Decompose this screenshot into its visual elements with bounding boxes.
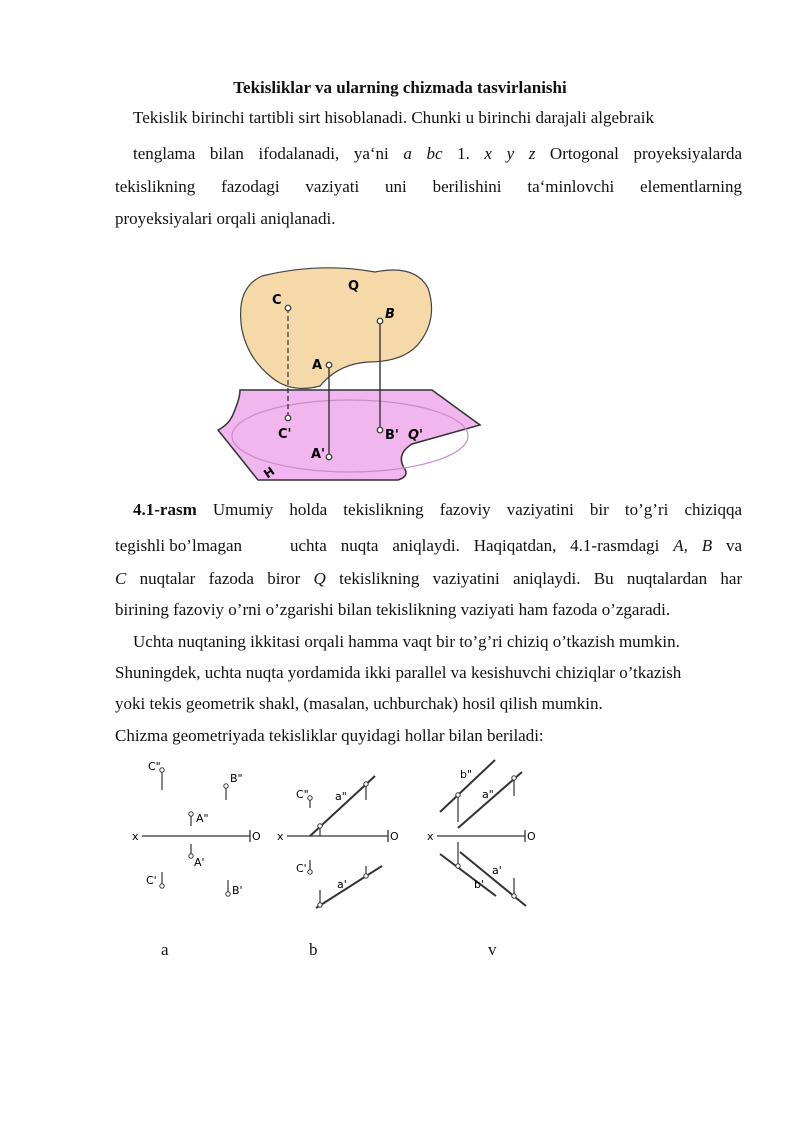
- label-c: C: [272, 293, 282, 308]
- p2-line-1: Uchta nuqtaning ikkitasi orqali hamma vaqt bir to’g’ri chiziq o’tkazish mumkin.: [133, 632, 680, 651]
- line-a1-v: [460, 852, 526, 906]
- point-a1: [326, 454, 332, 460]
- p1-line-2a: tegishli bo’lmagan: [115, 536, 243, 555]
- p2-line-3: yoki tekis geometrik shakl, (masalan, uchburchak) hosil qilish mumkin.: [115, 694, 603, 713]
- figure-b: [277, 776, 399, 908]
- label-a2-a: A": [196, 812, 209, 825]
- point-b1: [377, 427, 383, 433]
- p1-line-3: C nuqtalar fazoda biror Q tekislikning vaziyatini aniqlaydi. Bu nuqtalardan har: [115, 569, 743, 588]
- label-a: A: [312, 358, 323, 373]
- axis-x-b: x: [277, 830, 284, 843]
- label-c1-a: C': [146, 874, 157, 887]
- label-a1-a: A': [194, 856, 205, 869]
- point-b: [377, 318, 383, 324]
- label-b2-a: B": [230, 772, 243, 785]
- intro-line-1: Tekislik birinchi tartibli sirt hisoblanadi. Chunki u birinchi darajali algebraik: [133, 108, 654, 127]
- label-a2-v: a": [482, 788, 494, 801]
- page-title: Tekisliklar va ularning chizmada tasvirlanishi: [233, 78, 567, 97]
- point-a: [326, 362, 332, 368]
- label-a1-v: a': [492, 864, 502, 877]
- label-c2-a: C": [148, 760, 161, 773]
- axis-x-a: x: [132, 830, 139, 843]
- label-a1-b: a': [337, 878, 347, 891]
- line-a1-b: [316, 866, 382, 908]
- figure-v: [427, 760, 536, 906]
- label-c1: C': [278, 427, 292, 442]
- intro-line-3: tekislikning fazodagi vaziyati uni berilishini ta‘minlovchi elementlarning: [115, 177, 743, 196]
- axis-x-v: x: [427, 830, 434, 843]
- axis-o-a: O: [252, 830, 261, 843]
- label-b1-a: B': [232, 884, 243, 897]
- label-a1: A': [311, 447, 326, 462]
- p2-line-2: Shuningdek, uchta nuqta yordamida ikki parallel va kesishuvchi chiziqlar o’tkazish: [115, 663, 682, 682]
- label-b2-v: b": [460, 768, 473, 781]
- label-q1: Q': [408, 428, 424, 443]
- point-c: [285, 305, 291, 311]
- intro-line-2: tenglama bilan ifodalanadi, ya‘ni a bc 1. x y z Ortogonal proyeksiyalarda: [133, 144, 743, 163]
- figure-4-1: [200, 258, 490, 488]
- label-c1-b: C': [296, 862, 307, 875]
- caption-v: v: [488, 940, 497, 959]
- figure-plane-definitions: [130, 756, 550, 926]
- label-c2-b: C": [296, 788, 309, 801]
- p1-line-2b: uchta nuqta aniqlaydi. Haqiqatdan, 4.1-rasmdagi A, B va: [290, 536, 743, 555]
- p1-line-4: birining fazoviy o’rni o’zgarishi bilan tekislikning vaziyati ham fazoda o’zgaradi.: [115, 600, 671, 619]
- caption-b: b: [309, 940, 318, 959]
- lower-plane-h: [218, 390, 480, 480]
- label-h: H: [261, 463, 278, 482]
- caption-a: a: [161, 940, 169, 959]
- axis-o-b: O: [390, 830, 399, 843]
- upper-plane-q: [241, 268, 432, 389]
- label-b1-v: b': [474, 878, 485, 891]
- label-a2-b: a": [335, 790, 347, 803]
- label-q: Q: [348, 279, 360, 294]
- figure-a: [132, 760, 261, 897]
- p1-line-1: 4.1-rasm Umumiy holda tekislikning fazoviy vaziyatini bir to’g’ri chiziqqa: [133, 500, 743, 519]
- intro-line-4: proyeksiyalari orqali aniqlanadi.: [115, 209, 336, 228]
- axis-o-v: O: [527, 830, 536, 843]
- point-c1: [285, 415, 291, 421]
- label-b: B: [385, 307, 395, 322]
- label-b1: B': [385, 428, 399, 443]
- p2-line-4: Chizma geometriyada tekisliklar quyidagi hollar bilan beriladi:: [115, 726, 544, 745]
